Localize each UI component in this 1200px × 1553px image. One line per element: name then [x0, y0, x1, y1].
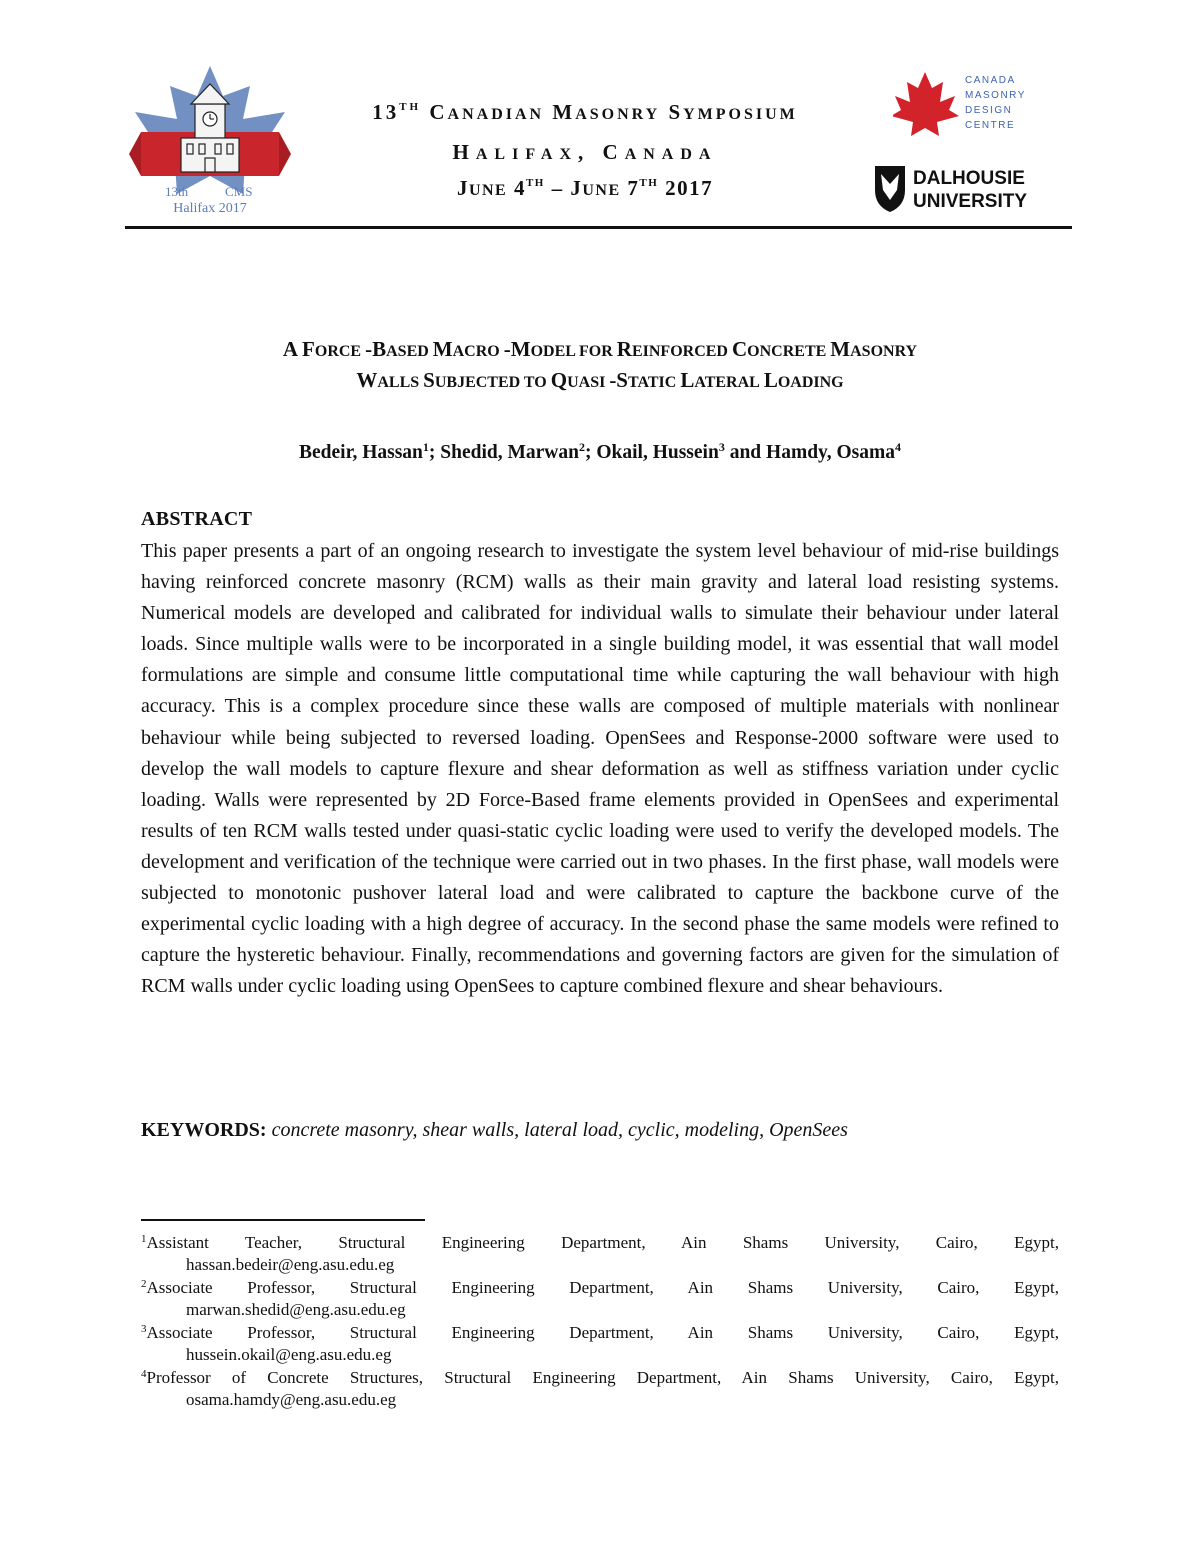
footnote-3-email: hussein.okail@eng.asu.edu.eg	[186, 1345, 392, 1364]
title-word-initial: Q	[550, 368, 568, 392]
title-word-rest: UBJECTED TO	[434, 374, 547, 391]
footnote-2-email: marwan.shedid@eng.asu.edu.eg	[186, 1300, 406, 1319]
title-word-initial: L	[680, 368, 695, 392]
footnote-2: $^2$Associate Professor, Structural Engineering Department, Ain Shams University, Cairo, Egypt, marwan.shedid@eng.asu.edu.eg	[141, 1278, 1059, 1319]
abstract-heading: ABSTRACT	[141, 508, 253, 530]
title-word-initial: A	[282, 337, 299, 361]
title-word-initial: W	[356, 368, 378, 392]
maple-leaf-icon	[893, 72, 959, 136]
title-word-initial: F	[302, 337, 315, 361]
title-word-rest: ASED	[386, 343, 429, 360]
title-word-initial: S	[423, 368, 435, 392]
paper-title-line-1	[140, 337, 1060, 362]
author-list	[140, 442, 1060, 464]
title-word-initial: -S	[609, 368, 628, 392]
abstract-text: This paper presents a part of an ongoing research to investigate the system level behaviour of mid-rise buildings having reinforced concrete masonry (RCM) walls as their main gravity and lateral load resisting systems. Numerical models are developed and calibrated for individual walls to simulate their behaviour under lateral loads. Since multiple walls were to be incorporated in a single building model, it was essential that wall model formulations are simple and consume little computational time while capturing the wall behaviour with high accuracy. This is a complex procedure since these walls are composed of multiple materials with nonlinear behaviour while being subjected to reversed loading. OpenSees and Response-2000 software were used to develop the wall models to capture flexure and shear deformation as well as stiffness variation under cyclic loading. Walls were represented by 2D Force-Based frame elements provided in OpenSees and experimental results of ten RCM walls tested under quasi-static cyclic loading were used to verify the developed models. The development and verification of the technique were carried out in two phases. In the first phase, wall models were subjected to monotonic pushover lateral load and were calibrated to capture the backbone curve of the experimental cyclic loading with a high degree of accuracy. In the second phase the same models were refined to capture the hysteretic behaviour. Finally, recommendations and governing factors are given for the simulation of RCM walls under cyclic loading using OpenSees to capture combined flexure and shear behaviours.	[141, 540, 1059, 998]
author-separator: ;	[428, 442, 441, 463]
title-word-rest: ATERAL	[694, 374, 760, 391]
header-divider	[125, 226, 1072, 229]
cms-badge-city-year: Halifax 2017	[173, 201, 247, 216]
author-name: Okail, Hussein	[596, 442, 719, 463]
author-affiliation-mark: 1	[422, 440, 429, 454]
cms-badge-acronym: CMS	[225, 184, 253, 199]
cms-logo	[125, 64, 295, 224]
title-word-initial: -B	[365, 337, 387, 361]
author-separator: and	[724, 442, 767, 463]
conference-location: HALIFAX, CANADA	[452, 140, 718, 164]
title-word-rest: ASONRY	[850, 343, 918, 360]
title-word-initial: M	[432, 337, 453, 361]
conference-name: 13TH CANADIAN MASONRY SYMPOSIUM	[372, 100, 798, 124]
conference-dates: JUNE 4TH – JUNE 7TH 2017	[456, 176, 714, 200]
title-word-rest: TATIC	[628, 374, 677, 391]
title-word-rest: ONCRETE	[747, 343, 827, 360]
title-word-rest: ACRO	[452, 343, 500, 360]
keywords-label: KEYWORDS:	[141, 1119, 267, 1141]
footnote-4: $^4$Professor of Concrete Structures, Structural Engineering Department, Ain Shams University, Cairo, Egypt, osama.hamdy@eng.asu.edu.eg	[141, 1368, 1059, 1409]
keywords	[141, 1119, 1061, 1142]
author-name: Bedeir, Hassan	[299, 442, 423, 463]
cms-badge-number: 13th	[165, 184, 189, 199]
footnote-1-email: hassan.bedeir@eng.asu.edu.eg	[186, 1255, 395, 1274]
title-word-rest: UASI	[567, 374, 606, 391]
dalhousie-logo	[873, 162, 1053, 214]
footnote-4-email: osama.hamdy@eng.asu.edu.eg	[186, 1390, 397, 1409]
footnote-1: $^1$Assistant Teacher, Structural Engineering Department, Ain Shams University, Cairo, Egypt, hassan.bedeir@eng.asu.edu.eg	[141, 1233, 1059, 1274]
dalhousie-university: UNIVERSITY	[913, 191, 1028, 212]
author-affiliation-mark: 2	[578, 440, 585, 454]
author-affiliation-mark: 4	[894, 440, 901, 454]
title-word-rest: EINFORCED	[631, 343, 728, 360]
author-separator: ;	[584, 442, 597, 463]
title-word-rest: ORCE	[314, 343, 362, 360]
title-word-initial: C	[731, 337, 748, 361]
mdrc-line-2: MASONRY	[965, 90, 1026, 101]
dalhousie-name: DALHOUSIE	[913, 168, 1025, 189]
title-word-rest: ODEL FOR	[530, 343, 613, 360]
title-word-initial: L	[763, 368, 778, 392]
mdrc-line-3: DESIGN	[965, 105, 1013, 116]
title-word-initial: R	[616, 337, 632, 361]
title-word-initial: -M	[503, 337, 531, 361]
title-word-rest: ALLS	[377, 374, 420, 391]
footnote-3: $^3$Associate Professor, Structural Engineering Department, Ain Shams University, Cairo, Egypt, hussein.okail@eng.asu.edu.eg	[141, 1323, 1059, 1364]
keywords-text: concrete masonry, shear walls, lateral load, cyclic, modeling, OpenSees	[271, 1119, 848, 1141]
title-word-rest: OADING	[777, 374, 844, 391]
title-word-initial: M	[830, 337, 851, 361]
paper-title-line-2	[140, 368, 1060, 393]
mdrc-line-4: CENTRE	[965, 120, 1016, 131]
author-affiliation-mark: 3	[718, 440, 725, 454]
masonry-design-centre-logo	[893, 70, 1053, 140]
mdrc-line-1: CANADA	[965, 75, 1016, 86]
author-name: Shedid, Marwan	[440, 442, 579, 463]
footnote-divider	[141, 1219, 425, 1221]
author-name: Hamdy, Osama	[766, 442, 895, 463]
